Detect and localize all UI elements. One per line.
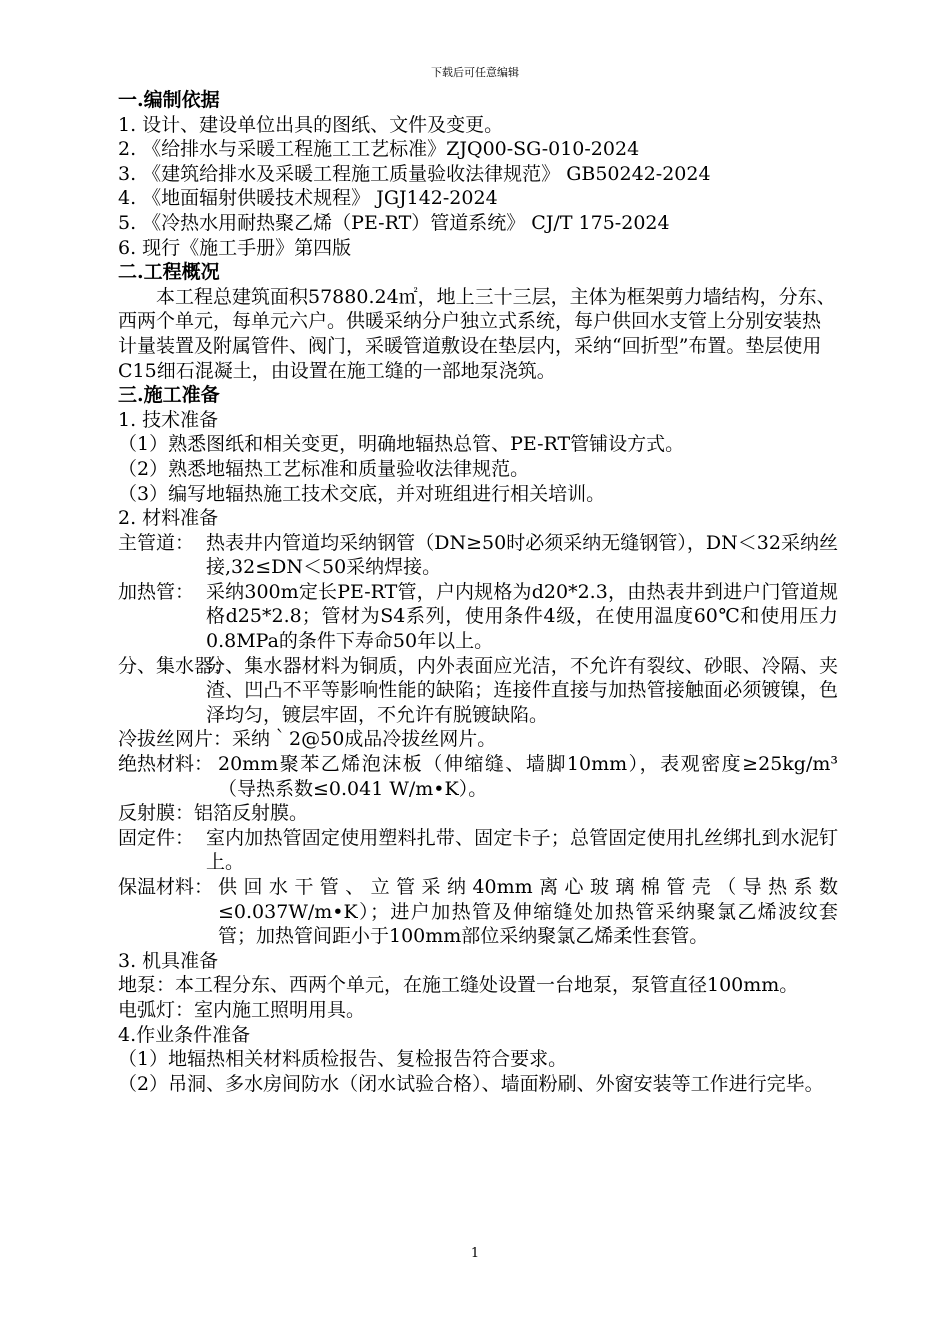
- paragraph: 本工程总建筑面积57880.24㎡，地上三十三层，主体为框架剪力墙结构，分东、西两个单元，每单元六户。供暖采纳分户独立式系统，每户供回水支管上分别安装热计量装置及附属管件、阀门，采暖管道敷设在垫层内，采纳“回折型”布置。垫层使用C15细石混凝土，由设置在施工缝的一部地泵浇筑。: [118, 285, 836, 382]
- material-label: 分、集水器：: [118, 654, 233, 677]
- material-item: [118, 875, 838, 949]
- material-text: 热表井内管道均采纳钢管（DN≥50时必须采纳无缝钢管），DN＜32采纳丝接,32≤DN＜50采纳焊接。: [206, 531, 838, 579]
- list-item: （2）吊洞、多水房间防水（闭水试验合格）、墙面粉刷、外窗安装等工作进行完毕。: [118, 1072, 824, 1095]
- tool-item: 电弧灯：室内施工照明用具。: [118, 998, 366, 1021]
- list-item: （3）编写地辐热施工技术交底，并对班组进行相关培训。: [118, 482, 606, 505]
- list-item: （1）熟悉图纸和相关变更，明确地辐热总管、PE-RT管铺设方式。: [118, 433, 685, 456]
- document-body: [118, 88, 838, 1096]
- subsection-title: 4.作业条件准备: [118, 1023, 251, 1046]
- material-item: [118, 580, 838, 654]
- material-item: [118, 801, 838, 826]
- list-item: （1）地辐热相关材料质检报告、复检报告符合要求。: [118, 1048, 568, 1071]
- section-heading: 三.施工准备: [118, 384, 220, 407]
- material-text: 供回水干管、立管采纳40mm离心玻璃棉管壳（导热系数≤0.037W/m•K）；进户加热管及伸缩缝处加热管采纳聚氯乙烯波纹套管；加热管间距小于100mm部位采纳聚氯乙烯柔性套管。: [218, 876, 838, 948]
- list-item: 1. 设计、建设单位出具的图纸、文件及变更。: [118, 113, 504, 136]
- material-text: 分、集水器材料为铜质，内外表面应光洁，不允许有裂纹、砂眼、冷隔、夹渣、凹凸不平等影响性能的缺陷；连接件直接与加热管接触面必须镀镍，色泽均匀，镀层牢固，不允许有脱镀缺陷。: [206, 654, 838, 726]
- material-label: 加热管：: [118, 580, 195, 603]
- material-item: [118, 826, 838, 875]
- subsection-title: 3. 机具准备: [118, 949, 219, 972]
- subsection-title: 1. 技术准备: [118, 408, 219, 431]
- material-label: 保温材料：: [118, 876, 214, 898]
- subsection-title: 2. 材料准备: [118, 507, 219, 530]
- tool-item: 地泵：本工程分东、西两个单元，在施工缝处设置一台地泵，泵管直径100mm。: [118, 974, 799, 997]
- list-item: 6. 现行《施工手册》第四版: [118, 236, 352, 259]
- list-item: 3. 《建筑给排水及采暖工程施工质量验收法律规范》 GB50242-2024: [118, 162, 711, 185]
- material-text: 采纳｀2@50成品冷拔丝网片。: [232, 728, 497, 751]
- material-text: 采纳300m定长PE-RT管，户内规格为d20*2.3，由热表井到进户门管道规格d25*2.8；管材为S4系列，使用条件4级，在使用温度60℃和使用压力0.8MPa的条件下寿命50年以上。: [206, 580, 838, 653]
- section-heading: 一.编制依据: [118, 89, 220, 111]
- material-item: [118, 727, 838, 752]
- material-item: [118, 654, 838, 728]
- material-label: 固定件：: [118, 826, 195, 849]
- material-item: [118, 531, 838, 580]
- material-text: 铝箔反射膜。: [194, 802, 309, 825]
- section-heading: 二.工程概况: [118, 261, 220, 284]
- page-header: 下载后可任意编辑: [431, 66, 519, 79]
- material-item: [118, 752, 838, 801]
- list-item: 2. 《给排水与采暖工程施工工艺标准》ZJQ00-SG-010-2024: [118, 138, 640, 161]
- material-label: 冷拔丝网片：: [118, 728, 233, 751]
- material-text: 20mm聚苯乙烯泡沫板（伸缩缝、墙脚10mm），表观密度≥25kg/m³（导热系数≤0.041 W/m•K）。: [218, 753, 838, 800]
- page-number: 1: [470, 1246, 480, 1261]
- list-item: （2）熟悉地辐热工艺标准和质量验收法律规范。: [118, 457, 530, 480]
- list-item: 5. 《冷热水用耐热聚乙烯（PE-RT）管道系统》 CJ/T 175-2024: [118, 211, 670, 234]
- material-text: 室内加热管固定使用塑料扎带、固定卡子；总管固定使用扎丝绑扎到水泥钉上。: [206, 826, 838, 874]
- material-label: 反射膜：: [118, 802, 195, 825]
- material-label: 主管道：: [118, 531, 195, 554]
- material-label: 绝热材料：: [118, 753, 214, 776]
- list-item: 4. 《地面辐射供暖技术规程》 JGJ142-2024: [118, 187, 498, 210]
